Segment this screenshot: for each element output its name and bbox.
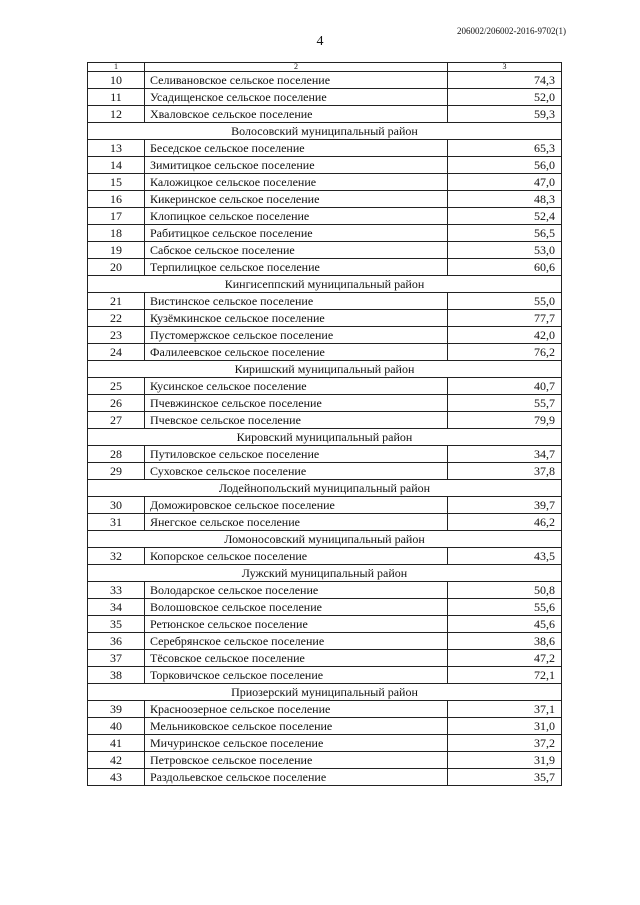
table-row <box>88 378 562 395</box>
settlement-value: 37,8 <box>448 463 562 480</box>
settlement-value: 42,0 <box>448 327 562 344</box>
table-row <box>88 191 562 208</box>
table-row <box>88 310 562 327</box>
settlement-value: 79,9 <box>448 412 562 429</box>
settlement-name: Фалилеевское сельское поселение <box>145 344 448 361</box>
settlement-name: Ретюнское сельское поселение <box>145 616 448 633</box>
table-row <box>88 446 562 463</box>
settlement-value: 53,0 <box>448 242 562 259</box>
settlement-name: Копорское сельское поселение <box>145 548 448 565</box>
settlements-table <box>87 62 562 786</box>
row-number: 24 <box>88 344 145 361</box>
settlement-name: Селивановское сельское поселение <box>145 72 448 89</box>
settlement-value: 50,8 <box>448 582 562 599</box>
table-row <box>88 208 562 225</box>
table-row <box>88 514 562 531</box>
settlement-name: Тёсовское сельское поселение <box>145 650 448 667</box>
settlement-name: Каложицкое сельское поселение <box>145 174 448 191</box>
row-number: 13 <box>88 140 145 157</box>
table-row <box>88 718 562 735</box>
row-number: 22 <box>88 310 145 327</box>
table-row <box>88 582 562 599</box>
table-row <box>88 463 562 480</box>
table-row <box>88 89 562 106</box>
settlement-value: 43,5 <box>448 548 562 565</box>
district-name: Волосовский муниципальный район <box>88 123 562 140</box>
row-number: 20 <box>88 259 145 276</box>
settlement-value: 40,7 <box>448 378 562 395</box>
settlement-name: Пчевское сельское поселение <box>145 412 448 429</box>
row-number: 25 <box>88 378 145 395</box>
district-header-row <box>88 429 562 446</box>
row-number: 21 <box>88 293 145 310</box>
settlement-name: Торковичское сельское поселение <box>145 667 448 684</box>
settlement-value: 76,2 <box>448 344 562 361</box>
table-row <box>88 412 562 429</box>
settlement-value: 55,7 <box>448 395 562 412</box>
row-number: 19 <box>88 242 145 259</box>
column-number-row <box>88 63 562 72</box>
page-number: 4 <box>316 34 324 49</box>
table-row <box>88 174 562 191</box>
settlement-value: 46,2 <box>448 514 562 531</box>
district-header-row <box>88 123 562 140</box>
settlement-value: 31,0 <box>448 718 562 735</box>
table-row <box>88 599 562 616</box>
row-number: 14 <box>88 157 145 174</box>
table-row <box>88 395 562 412</box>
row-number: 27 <box>88 412 145 429</box>
settlement-name: Пчевжинское сельское поселение <box>145 395 448 412</box>
settlement-name: Клопицкое сельское поселение <box>145 208 448 225</box>
row-number: 39 <box>88 701 145 718</box>
table-row <box>88 344 562 361</box>
settlement-name: Сабское сельское поселение <box>145 242 448 259</box>
row-number: 37 <box>88 650 145 667</box>
district-name: Киришский муниципальный район <box>88 361 562 378</box>
row-number: 32 <box>88 548 145 565</box>
table-row <box>88 548 562 565</box>
settlement-value: 31,9 <box>448 752 562 769</box>
row-number: 35 <box>88 616 145 633</box>
row-number: 11 <box>88 89 145 106</box>
district-name: Кингисеппский муниципальный район <box>88 276 562 293</box>
settlement-name: Мельниковское сельское поселение <box>145 718 448 735</box>
settlement-name: Усадищенское сельское поселение <box>145 89 448 106</box>
table-row <box>88 293 562 310</box>
settlement-name: Мичуринское сельское поселение <box>145 735 448 752</box>
table-row <box>88 701 562 718</box>
table-row <box>88 72 562 89</box>
table-row <box>88 650 562 667</box>
settlement-value: 72,1 <box>448 667 562 684</box>
district-header-row <box>88 361 562 378</box>
row-number: 10 <box>88 72 145 89</box>
settlement-name: Петровское сельское поселение <box>145 752 448 769</box>
row-number: 18 <box>88 225 145 242</box>
settlement-value: 65,3 <box>448 140 562 157</box>
district-header-row <box>88 531 562 548</box>
district-name: Лужский муниципальный район <box>88 565 562 582</box>
settlement-value: 47,0 <box>448 174 562 191</box>
row-number: 29 <box>88 463 145 480</box>
settlement-value: 38,6 <box>448 633 562 650</box>
district-header-row <box>88 684 562 701</box>
settlement-value: 48,3 <box>448 191 562 208</box>
row-number: 43 <box>88 769 145 786</box>
table-row <box>88 157 562 174</box>
district-header-row <box>88 276 562 293</box>
settlement-value: 52,0 <box>448 89 562 106</box>
settlement-name: Кузёмкинское сельское поселение <box>145 310 448 327</box>
settlement-name: Хваловское сельское поселение <box>145 106 448 123</box>
row-number: 30 <box>88 497 145 514</box>
settlement-value: 56,0 <box>448 157 562 174</box>
settlement-value: 34,7 <box>448 446 562 463</box>
table-row <box>88 497 562 514</box>
district-name: Ломоносовский муниципальный район <box>88 531 562 548</box>
settlement-value: 74,3 <box>448 72 562 89</box>
row-number: 41 <box>88 735 145 752</box>
settlement-value: 55,0 <box>448 293 562 310</box>
row-number: 36 <box>88 633 145 650</box>
row-number: 23 <box>88 327 145 344</box>
column-header: 2 <box>145 63 448 72</box>
settlement-name: Кусинское сельское поселение <box>145 378 448 395</box>
row-number: 34 <box>88 599 145 616</box>
district-name: Кировский муниципальный район <box>88 429 562 446</box>
district-header-row <box>88 565 562 582</box>
table-row <box>88 769 562 786</box>
settlement-value: 59,3 <box>448 106 562 123</box>
table-row <box>88 327 562 344</box>
settlement-name: Красноозерное сельское поселение <box>145 701 448 718</box>
settlement-value: 47,2 <box>448 650 562 667</box>
table-row <box>88 140 562 157</box>
settlement-name: Зимитицкое сельское поселение <box>145 157 448 174</box>
settlement-value: 37,1 <box>448 701 562 718</box>
settlement-value: 45,6 <box>448 616 562 633</box>
district-name: Лодейнопольский муниципальный район <box>88 480 562 497</box>
settlement-value: 77,7 <box>448 310 562 327</box>
table-row <box>88 242 562 259</box>
settlement-name: Пустомержское сельское поселение <box>145 327 448 344</box>
column-header: 3 <box>448 63 562 72</box>
table-row <box>88 633 562 650</box>
district-name: Приозерский муниципальный район <box>88 684 562 701</box>
table-row <box>88 106 562 123</box>
settlement-name: Суховское сельское поселение <box>145 463 448 480</box>
row-number: 28 <box>88 446 145 463</box>
row-number: 42 <box>88 752 145 769</box>
settlement-value: 60,6 <box>448 259 562 276</box>
settlement-value: 35,7 <box>448 769 562 786</box>
settlement-value: 55,6 <box>448 599 562 616</box>
settlement-name: Путиловское сельское поселение <box>145 446 448 463</box>
settlement-value: 52,4 <box>448 208 562 225</box>
column-header: 1 <box>88 63 145 72</box>
settlement-value: 37,2 <box>448 735 562 752</box>
table-row <box>88 752 562 769</box>
settlement-name: Вистинское сельское поселение <box>145 293 448 310</box>
settlement-value: 56,5 <box>448 225 562 242</box>
row-number: 16 <box>88 191 145 208</box>
settlement-name: Серебрянское сельское поселение <box>145 633 448 650</box>
row-number: 40 <box>88 718 145 735</box>
row-number: 26 <box>88 395 145 412</box>
row-number: 33 <box>88 582 145 599</box>
table-row <box>88 667 562 684</box>
district-header-row <box>88 480 562 497</box>
settlement-name: Володарское сельское поселение <box>145 582 448 599</box>
settlement-name: Доможировское сельское поселение <box>145 497 448 514</box>
row-number: 17 <box>88 208 145 225</box>
settlement-name: Терпилицкое сельское поселение <box>145 259 448 276</box>
table-row <box>88 225 562 242</box>
settlement-name: Волошовское сельское поселение <box>145 599 448 616</box>
table-row <box>88 735 562 752</box>
settlement-name: Янегское сельское поселение <box>145 514 448 531</box>
row-number: 38 <box>88 667 145 684</box>
table-row <box>88 616 562 633</box>
row-number: 31 <box>88 514 145 531</box>
row-number: 12 <box>88 106 145 123</box>
table-row <box>88 259 562 276</box>
settlement-name: Кикеринское сельское поселение <box>145 191 448 208</box>
settlement-name: Рабитицкое сельское поселение <box>145 225 448 242</box>
settlement-value: 39,7 <box>448 497 562 514</box>
row-number: 15 <box>88 174 145 191</box>
document-id: 206002/206002-2016-9702(1) <box>457 26 566 36</box>
settlement-name: Раздольевское сельское поселение <box>145 769 448 786</box>
settlement-name: Беседское сельское поселение <box>145 140 448 157</box>
